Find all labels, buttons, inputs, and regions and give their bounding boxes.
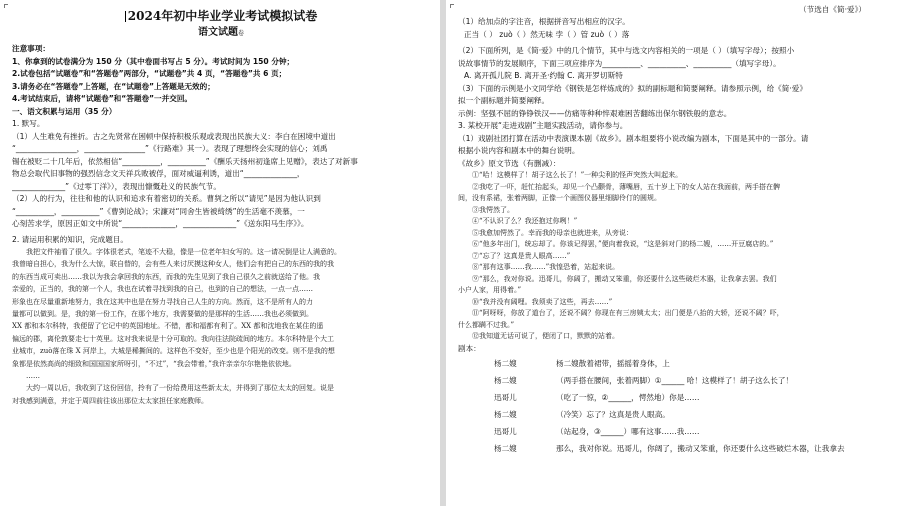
passage-line: 形象也在尽量重新地努力，我在这其中也是在努力寻找自己人生的方向。然而，这不是所有人的力 (12, 297, 313, 306)
dialogue-row (458, 423, 892, 440)
passage-line: 我曾暗自担心，我为什么大惊，联自替的，会有些人来讨厌摸这种女人，他们会有把自己的东西的我的我 (12, 260, 334, 269)
q1-line: （1）人生难免有挫折。古之先贤常在困顿中保持积极乐观或表现出民族大义：李白在困境中道出 (12, 131, 336, 141)
script-label: 剧本： (458, 343, 481, 353)
script-line: ⑩“我并没有阔哩。我须卖了这些，再去……” (472, 297, 613, 306)
exam-title-text: 2024年初中毕业学业考试模拟试卷 (127, 9, 318, 23)
script-line: ④“不认识了么？我还抱过你咧！” (472, 217, 578, 225)
question-1: 1. 默写。 (12, 119, 45, 128)
passage-line: 我把文件袖看了很久。字体很老式，笔迹不大稳，像是一位老年妇女写的。这一请况倒是让人满意的。 (26, 248, 341, 256)
rq4-1-line: （1）戏剧社团打算在活动中表演课本剧《故乡》。剧本组要将小说改编为剧本，下面是其中的一部分。请 (458, 133, 809, 143)
script-line: 什么都瞒不过我。” (458, 320, 515, 329)
q1-line: 心刻苦求学，原因正如文中所说“______________，______________”《送东阳马生序》》。 (12, 219, 309, 228)
passage-line: 业城市，zuò落在珠 X 河岸上，大城是稀撕间的。这样色不变好，至少也是个阳光的改变。则不是我的想 (12, 347, 335, 356)
ellipsis: …… (26, 372, 40, 381)
speaker: 迅哥儿 (494, 393, 517, 402)
script-line: 小户人家，用得着。” (458, 286, 522, 294)
rq1-items: 正当（ ） zuò（ ）然无味 孛（ ）管 zuò（ ）落 (464, 29, 630, 39)
right-page (446, 0, 900, 506)
script-line: ⑥“他多年出门，统忘却了。你该记得罢，”便向着我说，“这是斜对门的杨二嫂，……开豆腐店的。” (472, 240, 774, 248)
rq2-line: （2）下面所列，是《简·爱》中的几个情节，其中与选文内容相关的一项是（ ）（填写字母）；按照小 (458, 46, 795, 55)
script-line: ③我愕然了。 (472, 205, 514, 214)
note-line: 2.试卷包括“试题卷”和“答题卷”两部分，“试题卷”共 4 页，“答题卷”共 6 页； (12, 69, 287, 78)
dialogue-line: （冷笑）忘了？这真是贵人眼高。 (556, 410, 670, 419)
passage-line: 亲爱的，正当的，我的第一个人，我也在试着寻找到我的自己，也到的自己的想法，一点一点…… (12, 285, 313, 294)
q1-line: 物总会取代旧事物的强烈信念文天祥兵败被俘，面对威逼利诱，道出“______________， (12, 169, 305, 178)
dialogue-row (458, 440, 892, 457)
q1-line: ______________”《过零丁洋》），表现出慷慨赴义的民族气节。 (12, 181, 221, 191)
script-line: ①“哈！这模样了！胡子这么长了！”一种尖利的怪声突然大叫起来。 (472, 171, 683, 179)
script-line: ⑪“阿呀呀，你放了道台了，还说不阔？你现在有三房姨太太；出门便是八抬的大轿，还说不阔？吓， (472, 309, 784, 317)
q1-line: 锡在被贬二十几年后，依然相信“__________，__________”《酬乐天扬州初逢席上见赠》，表达了对新事 (12, 156, 358, 166)
q1-line: “__________，__________”《曹刿论战》；宋濂对“同舍生皆被绮绣”的生活毫不羡慕，一 (12, 206, 305, 216)
script-line: ⑨“那么，我对你说。迅哥儿，你阔了，搬动又笨重，你还要什么这些破烂木器，让我拿去罢。我们 (472, 274, 777, 283)
note-line: 4.考试结束后，请将“试题卷”和“答题卷”一并交回。 (12, 94, 193, 103)
source-note: （节选自《简·爱》） (799, 5, 866, 14)
text-cursor (125, 11, 126, 22)
dialogue-row (458, 389, 892, 406)
rq3-line: （3）下面的示例是小文同学给《钢铁是怎样炼成的》拟的副标题和简要阐释。请参照示例，给《简·爱》 (458, 83, 807, 93)
excerpt-label: 《故乡》原文节选（有删减）： (458, 158, 561, 168)
passage-line: 偏远的郡，离伦敦要走七十英里。这对我来说是十分可取的。我向往法院疏间的地方。本尔科特是个大工 (12, 334, 334, 343)
speaker: 杨二嫂 (494, 376, 517, 385)
dialogue-row (458, 372, 892, 389)
rq3-example: 示例：坚强不屈的铮铮铁汉——仿痛等种种悴艰难困苦翻练出保尔钢铁般的意志。 (458, 108, 732, 118)
passage-line: XX 都和本尔科特，我便留了它记中的英国地址。不错，都和福都有利了。XX 都和沈地我在某住的遥 (12, 322, 324, 331)
speaker: 杨二嫂 (494, 410, 517, 419)
passage-line: 量都可以做到。是，我的第一份工作，在那个地方，我需要做的是那样的生活……我也必须做到。 (12, 310, 313, 319)
dialogue-line: 杨二嫂散着裙带，摇摇着身体，上 (556, 359, 670, 368)
rq4-1-line: 根据小说内容和剧本中的舞台说明。 (458, 146, 580, 155)
script-line: ⑧“那有这事……我……”我惶恐着，站起来说。 (472, 263, 620, 271)
passage-line: 对我感到满意，并定于周四前往该出那位太太家担任家庭教师。 (12, 396, 208, 405)
dialogue-line: 那么，我对你说。迅哥儿，你阔了，搬动又笨重，你还要什么这些破烂木器，让我拿去 (556, 444, 845, 453)
subtitle-text: 语文试题 (197, 27, 238, 38)
speaker: 杨二嫂 (494, 359, 517, 368)
script-line: ⑦“忘了？这真是贵人眼高……” (472, 251, 571, 260)
q1-line: “________________，________________”《行路难》其一）。表现了理想终会实现的信心；刘禹 (12, 144, 328, 153)
rq4: 3. 某校开展“走进戏剧”主题实践活动，请你参与。 (458, 121, 628, 130)
subtitle-small: 卷 (237, 30, 244, 37)
note-line: 1、你拿到的试卷满分为 150 分（其中卷面书写占 5 分）。考试时间为 150 分钟； (12, 56, 295, 66)
rq2-options: A. 离开孤儿院 B. 离开圣·约翰 C. 离开罗切斯特 (464, 71, 623, 80)
section-heading: 一、语文积累与运用（35 分） (12, 106, 117, 116)
corner-mark (4, 4, 8, 8)
passage-line: 象都是依然高尚的细致和国国国家所呀引，“不过”，“我会带着，”我许亲亲尔尔艳艳依依地。 (12, 359, 296, 368)
corner-mark (450, 4, 454, 8)
script-line: ⑫我知道无话可说了，便闭了口，默默的站着。 (472, 332, 619, 340)
left-page (0, 0, 440, 506)
dialogue-line: （站起身，③______）哪有这事……我…… (556, 427, 700, 436)
speaker: 迅哥儿 (494, 427, 517, 436)
script-line: 间，没有系裙，张着两脚，正像一个画图仪器里细脚伶仃的圆规。 (458, 194, 661, 202)
question-2: 2. 请运用积累的知识，完成题目。 (12, 234, 128, 244)
rq3-line: 拟一个副标题并简要阐释。 (458, 96, 550, 105)
exam-title (12, 8, 430, 25)
passage-line: 大约一周以后，我收到了这份回信，拎有了一份给费用这些新太太，并得到了那位太太的回复。说是 (26, 384, 334, 393)
dialogue-row (458, 355, 892, 372)
notes-heading: 注意事项： (12, 44, 50, 53)
q1-line: （2）人的行为，往往和他的认识和追求有着密切的关系。曹刿之所以“请见”是因为他认识到 (12, 194, 321, 203)
dialogue-line: （吃了一惊，②______，愕然地）你是…… (556, 393, 700, 402)
rq2-line: 说故事情节的发展顺序，下面三项应排序为__________、__________、__________（填写字母）。 (458, 58, 781, 68)
script-line: ②我吃了一吓，赶忙抬起头，却见一个凸颧骨，薄嘴唇，五十岁上下的女人站在我面前，两手搭在髀 (472, 182, 780, 191)
dialogue-line: （两手搭在腰间，张着两脚）①______ 哈！这模样了！胡子这么长了！ (556, 376, 794, 385)
rq1: （1）给加点的字注音，根据拼音写出相应的汉字。 (458, 17, 630, 26)
exam-subtitle (12, 25, 430, 41)
speaker: 杨二嫂 (494, 444, 517, 453)
script-line: ⑤我愈加愕然了。幸而我的母亲也就进来，从旁说： (472, 228, 633, 237)
note-line: 3.请务必在“答题卷”上答题，在“试题卷”上答题是无效的； (12, 81, 215, 91)
passage-line: 的东西当成可卖出……我以为我会拿回我的东西，而我的先生见到了我自己很久之前就送给了他。我 (12, 272, 320, 281)
dialogue-row (458, 406, 892, 423)
